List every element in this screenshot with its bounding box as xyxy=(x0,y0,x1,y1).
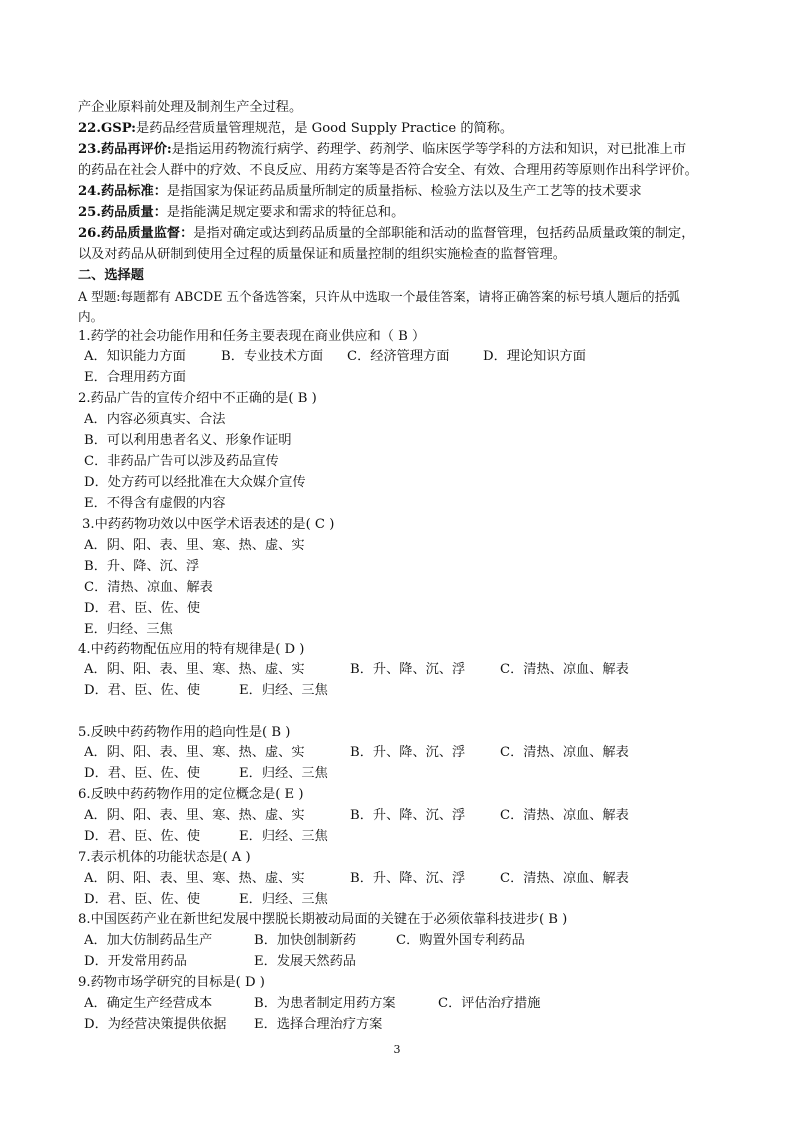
question-2-option-c: C．非药品广告可以涉及药品宣传 xyxy=(84,454,279,469)
definition-text: 是指国家为保证药品质量所制定的质量指标、检验方法以及生产工艺等的技术要求 xyxy=(166,184,642,199)
option-e: E．归经、三焦 xyxy=(239,766,328,781)
definition-text: 是指能满足规定要求和需求的特征总和。 xyxy=(166,205,405,220)
option-e: E．归经、三焦 xyxy=(239,829,328,844)
question-1-option-e: E．合理用药方面 xyxy=(84,370,186,385)
question-3-option-c: C．清热、凉血、解表 xyxy=(84,580,213,595)
instruction-line-2: 内。 xyxy=(78,309,104,324)
option-a: A．阴、阳、表、里、寒、热、虚、实 xyxy=(84,745,305,760)
option-b: B．升、降、沉、浮 xyxy=(350,662,466,677)
option-a: A．阴、阳、表、里、寒、热、虚、实 xyxy=(84,871,305,886)
question-5: 5.反映中药药物作用的趋向性是( B ) xyxy=(78,725,291,740)
question-6-options-row1 xyxy=(84,806,734,826)
option-d: D．为经营决策提供依据 xyxy=(84,1017,227,1032)
question-2-option-b: B．可以利用患者名义、形象作证明 xyxy=(84,433,292,448)
definition-text: 是指运用药物流行病学、药理学、药剂学、临床医学等学科的方法和知识，对已批准上市 xyxy=(171,142,687,157)
definition-term: 26.药品质量监督： xyxy=(78,226,194,241)
question-6-options-row2 xyxy=(84,827,734,847)
option-d: D．君、臣、佐、使 xyxy=(84,829,201,844)
option-a: A．知识能力方面 xyxy=(84,349,186,364)
option-a: A．加大仿制药品生产 xyxy=(84,933,213,948)
option-c: C．清热、凉血、解表 xyxy=(500,662,629,677)
question-8: 8.中国医药产业在新世纪发展中摆脱长期被动局面的关键在于必须依靠科技进步( B ) xyxy=(78,912,568,927)
option-c: C．清热、凉血、解表 xyxy=(500,808,629,823)
definition-25 xyxy=(78,203,734,223)
definition-text: 是指对确定或达到药品质量的全部职能和活动的监督管理，包括药品质量政策的制定， xyxy=(193,226,695,241)
option-d: D．君、臣、佐、使 xyxy=(84,892,201,907)
option-e: E．归经、三焦 xyxy=(239,683,328,698)
option-d: D．君、臣、佐、使 xyxy=(84,683,201,698)
option-e: E．归经、三焦 xyxy=(239,892,328,907)
question-8-options-row1 xyxy=(84,931,734,951)
option-d: D．开发常用药品 xyxy=(84,954,187,969)
question-7-options-row2 xyxy=(84,890,734,910)
question-3-option-e: E．归经、三焦 xyxy=(84,622,173,637)
definition-term: 22.GSP: xyxy=(78,121,137,136)
instruction-line-1: A 型题:每题都有 ABCDE 五个备选答案，只许从中选取一个最佳答案，请将正确答案的标号填人题后的括弧 xyxy=(78,289,680,304)
option-a: A．阴、阳、表、里、寒、热、虚、实 xyxy=(84,662,305,677)
question-2-option-d: D．处方药可以经批准在大众媒介宣传 xyxy=(84,475,306,490)
question-5-options-row2 xyxy=(84,764,734,784)
option-c: C．购置外国专利药品 xyxy=(396,933,525,948)
definition-22 xyxy=(78,119,734,139)
option-b: B．为患者制定用药方案 xyxy=(254,996,396,1011)
question-8-options-row2 xyxy=(84,952,734,972)
question-3-option-a: A．阴、阳、表、里、寒、热、虚、实 xyxy=(84,538,305,553)
option-b: B．升、降、沉、浮 xyxy=(350,871,466,886)
definition-term: 23.药品再评价: xyxy=(78,142,172,157)
question-3-option-b: B．升、降、沉、浮 xyxy=(84,559,200,574)
question-2-option-a: A．内容必须真实、合法 xyxy=(84,412,226,427)
intro-line: 产企业原料前处理及制剂生产全过程。 xyxy=(78,100,303,115)
question-4-options-row2 xyxy=(84,681,734,701)
option-b: B．升、降、沉、浮 xyxy=(350,745,466,760)
page-number: 3 xyxy=(393,1043,401,1056)
option-b: B．升、降、沉、浮 xyxy=(350,808,466,823)
option-b: B．专业技术方面 xyxy=(221,349,324,364)
definition-23-cont: 的药品在社会人群中的疗效、不良反应、用药方案等是否符合安全、有效、合理用药等原则作出科学评价。 xyxy=(78,163,698,178)
option-d: D．君、臣、佐、使 xyxy=(84,766,201,781)
definition-term: 25.药品质量： xyxy=(78,205,167,220)
option-d: D．理论知识方面 xyxy=(483,349,586,364)
question-7: 7.表示机体的功能状态是( A ) xyxy=(78,850,251,865)
definition-23 xyxy=(78,140,734,160)
definition-26 xyxy=(78,224,734,244)
question-9-options-row1 xyxy=(84,994,734,1014)
question-1: 1.药学的社会功能作用和任务主要表现在商业供应和（ B ） xyxy=(78,329,426,344)
question-2: 2.药品广告的宣传介绍中不正确的是( B ) xyxy=(78,391,317,406)
option-e: E．发展天然药品 xyxy=(254,954,356,969)
question-9-options-row2 xyxy=(84,1015,734,1035)
question-5-options-row1 xyxy=(84,743,734,763)
option-c: C．清热、凉血、解表 xyxy=(500,745,629,760)
option-c: C．经济管理方面 xyxy=(347,349,450,364)
question-4: 4.中药药物配伍应用的特有规律是( D ) xyxy=(78,642,305,657)
definition-text: 是药品经营质量管理规范，是 Good Supply Practice 的简称。 xyxy=(136,121,514,136)
question-3: 3.中药药物功效以中医学术语表述的是( C ) xyxy=(82,517,335,532)
question-9: 9.药物市场学研究的目标是( D ) xyxy=(78,975,265,990)
definition-24 xyxy=(78,182,734,202)
definition-26-cont: 以及对药品从研制到使用全过程的质量保证和质量控制的组织实施检查的监督管理。 xyxy=(78,247,566,262)
option-e: E．选择合理治疗方案 xyxy=(254,1017,383,1032)
question-4-options-row1 xyxy=(84,660,734,680)
option-b: B．加快创制新药 xyxy=(254,933,357,948)
option-a: A．确定生产经营成本 xyxy=(84,996,213,1011)
question-3-option-d: D．君、臣、佐、使 xyxy=(84,601,201,616)
question-7-options-row1 xyxy=(84,869,734,889)
definition-term: 24.药品标准： xyxy=(78,184,167,199)
question-1-options xyxy=(84,347,734,367)
option-a: A．阴、阳、表、里、寒、热、虚、实 xyxy=(84,808,305,823)
option-c: C．清热、凉血、解表 xyxy=(500,871,629,886)
question-6: 6.反映中药药物作用的定位概念是( E ) xyxy=(78,787,304,802)
option-c: C．评估治疗措施 xyxy=(438,996,541,1011)
question-2-option-e: E．不得含有虚假的内容 xyxy=(84,496,226,511)
section-title: 二、选择题 xyxy=(78,268,144,283)
